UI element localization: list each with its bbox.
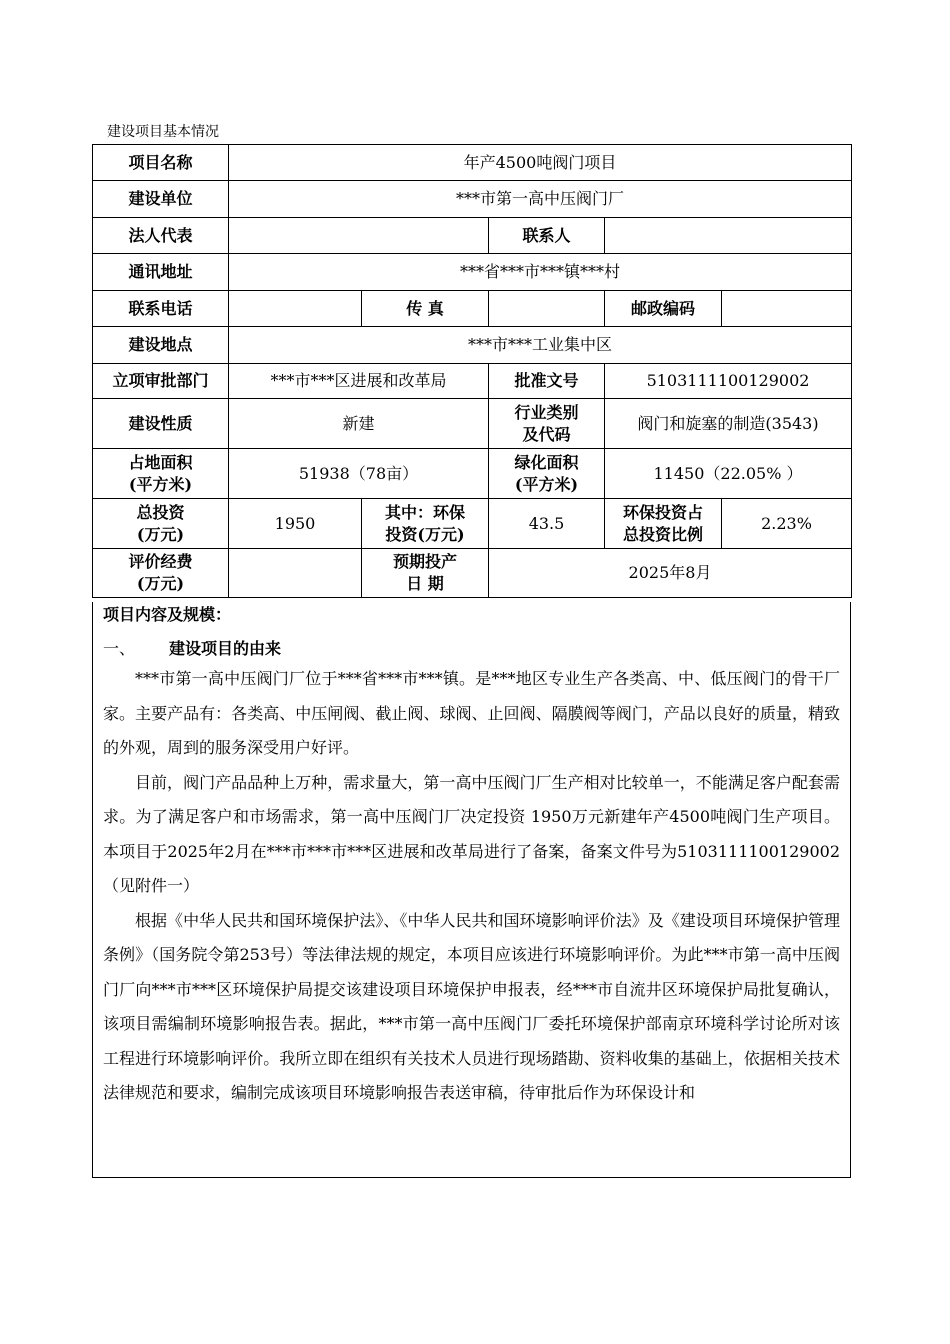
section-caption: 建设项目基本情况 xyxy=(107,124,219,140)
contact-value xyxy=(605,218,852,254)
phone-value xyxy=(229,291,362,327)
paragraph: ***市第一高中压阀门厂位于***省***市***镇。是***地区专业生产各类高、中、低压阀门的骨干厂家。主要产品有：各类高、中压闸阀、截止阀、球阀、止回阀、隔膜阀等阀门，产品以良好的质量，精致的外观，周到的服务深受用户好评。 xyxy=(103,669,840,757)
row-eval xyxy=(93,549,852,598)
row-approval xyxy=(93,364,852,399)
approval-dept-value: ***市***区进展和改革局 xyxy=(229,364,489,399)
row-builder xyxy=(93,181,852,218)
start-date-label-line2: 日 期 xyxy=(406,574,444,593)
land-area-label-line1: 占地面积 xyxy=(128,452,193,472)
project-content-box xyxy=(92,602,851,1178)
nature-value: 新建 xyxy=(229,399,489,449)
total-invest-label xyxy=(93,499,229,549)
industry-label-line1: 行业类别 xyxy=(514,402,579,422)
row-area xyxy=(93,449,852,499)
address-label: 通讯地址 xyxy=(93,254,229,291)
approval-no-value: 5103111100129002 xyxy=(605,364,852,399)
eval-fee-value xyxy=(229,549,362,598)
green-area-label-line2: (平方米) xyxy=(514,474,579,494)
land-area-label xyxy=(93,449,229,499)
env-ratio-label-line2: 总投资比例 xyxy=(622,524,703,544)
total-invest-label-line2: (万元) xyxy=(136,524,185,544)
row-address xyxy=(93,254,852,291)
project-name-value: 年产4500吨阀门项目 xyxy=(229,145,852,181)
contact-label: 联系人 xyxy=(489,218,605,254)
env-invest-label-line2: 投资(万元) xyxy=(385,524,465,544)
start-date-label xyxy=(362,549,489,598)
postcode-label: 邮政编码 xyxy=(605,291,722,327)
eval-fee-label-line1: 评价经费 xyxy=(128,552,193,571)
industry-value: 阀门和旋塞的制造(3543) xyxy=(605,399,852,449)
row-legal-rep xyxy=(93,218,852,254)
legal-rep-value xyxy=(229,218,489,254)
paragraph: 目前，阀门产品品种上万种，需求量大，第一高中压阀门厂生产相对比较单一，不能满足客户配套需求。为了满足客户和市场需求，第一高中压阀门厂决定投资 1950万元新建年产4500吨阀门生产项目。本项目于2025年2月在***市***市***区进展和改革局进行了备案，备案文件号为5103111100129002（见附件一） xyxy=(103,772,840,895)
content-paragraphs xyxy=(93,662,850,1111)
industry-label-line2: 及代码 xyxy=(522,424,571,444)
land-area-label-line2: (平方米) xyxy=(128,474,193,494)
eval-fee-label-line2: (万元) xyxy=(136,574,185,593)
row-investment xyxy=(93,499,852,549)
row-site xyxy=(93,327,852,364)
site-value: ***市***工业集中区 xyxy=(229,327,852,364)
row-nature xyxy=(93,399,852,449)
env-invest-label xyxy=(362,499,489,549)
fax-value xyxy=(489,291,605,327)
row-phone xyxy=(93,291,852,327)
section-heading xyxy=(93,638,850,660)
approval-dept-label: 立项审批部门 xyxy=(93,364,229,399)
legal-rep-label: 法人代表 xyxy=(93,218,229,254)
land-area-value: 51938（78亩） xyxy=(229,449,489,499)
env-ratio-label xyxy=(605,499,722,549)
eval-fee-label xyxy=(93,549,229,598)
section-number: 一、 xyxy=(103,639,136,658)
postcode-value xyxy=(722,291,852,327)
row-project-name xyxy=(93,145,852,181)
total-invest-value: 1950 xyxy=(229,499,362,549)
total-invest-label-line1: 总投资 xyxy=(136,502,185,522)
industry-label xyxy=(489,399,605,449)
content-heading: 项目内容及规模： xyxy=(103,605,232,624)
fax-label: 传 真 xyxy=(362,291,489,327)
green-area-value: 11450（22.05% ） xyxy=(605,449,852,499)
address-value: ***省***市***镇***村 xyxy=(229,254,852,291)
green-area-label-line1: 绿化面积 xyxy=(514,452,579,472)
env-invest-label-line1: 其中：环保 xyxy=(384,502,465,522)
project-info-table xyxy=(92,144,852,598)
section-title: 建设项目的由来 xyxy=(169,639,282,658)
start-date-label-line1: 预期投产 xyxy=(392,552,457,571)
site-label: 建设地点 xyxy=(93,327,229,364)
env-invest-value: 43.5 xyxy=(489,499,605,549)
approval-no-label: 批准文号 xyxy=(489,364,605,399)
green-area-label xyxy=(489,449,605,499)
env-ratio-value: 2.23% xyxy=(722,499,852,549)
phone-label: 联系电话 xyxy=(93,291,229,327)
env-ratio-label-line1: 环保投资占 xyxy=(622,502,703,522)
builder-label: 建设单位 xyxy=(93,181,229,218)
start-date-value: 2025年8月 xyxy=(489,549,852,598)
builder-value: ***市第一高中压阀门厂 xyxy=(229,181,852,218)
nature-label: 建设性质 xyxy=(93,399,229,449)
paragraph: 根据《中华人民共和国环境保护法》、《中华人民共和国环境影响评价法》及《建设项目环境保护管理条例》（国务院令第253号）等法律法规的规定，本项目应该进行环境影响评价。为此***市第一高中压阀门厂向***市***区环境保护局提交该建设项目环境保护申报表，经***市自流井区环境保护局批复确认，该项目需编制环境影响报告表。据此，***市第一高中压阀门厂委托环境保护部南京环境科学讨论所对该工程进行环境影响评价。我所立即在组织有关技术人员进行现场踏勘、资料收集的基础上，依据相关技术法律规范和要求，编制完成该项目环境影响报告表送审稿，待审批后作为环保设计和 xyxy=(103,910,840,1102)
project-name-label: 项目名称 xyxy=(93,145,229,181)
